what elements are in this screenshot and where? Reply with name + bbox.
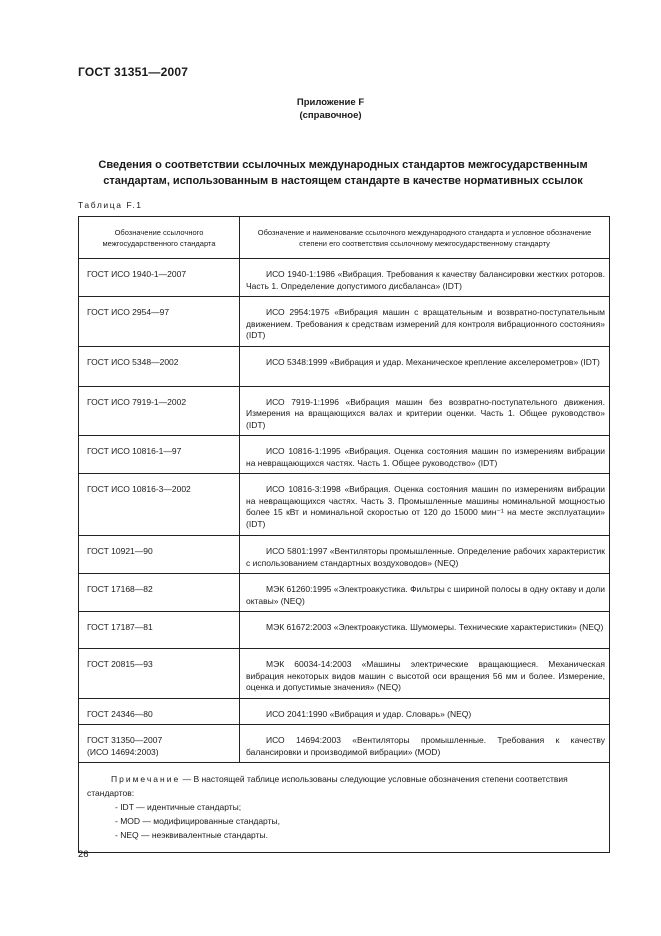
row-description-text: ИСО 5348:1999 «Вибрация и удар. Механическое крепление акселерометров» (IDT) (266, 356, 600, 367)
row-code-line: ГОСТ ИСО 2954—97 (87, 307, 170, 317)
row-description-cell (240, 386, 610, 436)
table-row (79, 698, 610, 725)
table-row (79, 436, 610, 474)
table-row (79, 612, 610, 649)
table-row (79, 536, 610, 574)
appendix-heading (0, 96, 661, 122)
row-description-cell (240, 574, 610, 612)
row-code-line: ГОСТ ИСО 7919-1—2002 (87, 396, 187, 407)
table-row (79, 386, 610, 436)
row-code-cell (79, 436, 240, 474)
row-code-cell (79, 725, 240, 763)
row-code-cell (79, 698, 240, 725)
row-description-cell (240, 259, 610, 297)
note-label: Примечание (111, 774, 181, 784)
row-description-text: ИСО 5801:1997 «Вентиляторы промышленные. Определение рабочих характеристик с использованием стандартных воздуховодов» (NEQ) (246, 546, 605, 568)
row-description-cell (240, 436, 610, 474)
row-description-text: МЭК 61260:1995 «Электроакустика. Фильтры с шириной полосы в одну октаву и доли октавы» (NEQ) (246, 584, 605, 606)
row-code-line: ГОСТ 17168—82 (87, 584, 153, 594)
row-code-line: ГОСТ ИСО 1940-1—2007 (87, 269, 187, 279)
table-header-row (79, 217, 610, 259)
row-code-line: ГОСТ ИСО 10816-1—97 (87, 446, 182, 456)
row-code-line: ГОСТ ИСО 5348—2002 (87, 356, 179, 367)
table-label: Таблица F.1 (78, 200, 143, 210)
note-item: - NEQ — неэквивалентные стандарты. (115, 830, 268, 840)
header-cell-description: Обозначение и наименование ссылочного международного стандарта и условное обозначение степени его соответствия ссылочному межгосударственному стандарту (240, 217, 610, 259)
section-title: Сведения о соответствии ссылочных международных стандартов межгосударственным стандартам, использованным в настоящем стандарте в качестве нормативных ссылок (98, 159, 588, 187)
row-description-text: ИСО 2041:1990 «Вибрация и удар. Словарь» (NEQ) (266, 708, 472, 719)
table-row (79, 574, 610, 612)
note-text: — В настоящей таблице использованы следующие условные обозначения степени соответствия стандартов: (87, 774, 568, 798)
row-code-cell (79, 346, 240, 386)
row-description-cell (240, 297, 610, 347)
table-note-row (79, 763, 610, 853)
row-description-cell (240, 649, 610, 699)
document-header: ГОСТ 31351—2007 (78, 65, 189, 79)
row-description-cell (240, 725, 610, 763)
row-description-text: МЭК 60034-14:2003 «Машины электрические вращающиеся. Механическая вибрация некоторых видов машин с высотой оси вращения 56 мм и более. Измерение, оценка и допустимые значения» (NEQ) (246, 659, 605, 692)
table-row (79, 649, 610, 699)
table-row (79, 259, 610, 297)
note-item: - IDT — идентичные стандарты; (115, 802, 242, 812)
row-code-line: ГОСТ 24346—80 (87, 708, 153, 719)
row-code-line: ГОСТ 20815—93 (87, 659, 153, 669)
table-body (79, 259, 610, 853)
table-row (79, 297, 610, 347)
row-code-line: ГОСТ 17187—81 (87, 622, 153, 632)
row-description-cell (240, 612, 610, 649)
row-code-cell (79, 574, 240, 612)
correspondence-table (78, 216, 610, 853)
table-row (79, 346, 610, 386)
table-row (79, 725, 610, 763)
row-description-cell (240, 474, 610, 536)
row-code-line: ГОСТ 31350—2007 (87, 735, 163, 745)
row-description-text: ИСО 14694:2003 «Вентиляторы промышленные. Требования к качеству балансировки и производимой вибрации» (MOD) (246, 735, 605, 757)
row-description-text: ИСО 1940-1:1986 «Вибрация. Требования к качеству балансировки жестких роторов. Часть 1. Определение допустимого дисбаланса» (IDT) (246, 269, 605, 291)
row-description-text: ИСО 2954:1975 «Вибрация машин с вращательным и возвратно-поступательным движением. Требования к средствам измерений для контроля вибрационного состояния» (IDT) (246, 307, 605, 340)
table-note (79, 763, 610, 853)
row-code-cell (79, 386, 240, 436)
note-heading (87, 772, 603, 800)
row-code-cell (79, 259, 240, 297)
row-code-cell (79, 649, 240, 699)
row-description-cell (240, 536, 610, 574)
row-description-cell (240, 698, 610, 725)
row-code-line: ГОСТ ИСО 10816-3—2002 (87, 484, 191, 494)
table-row (79, 474, 610, 536)
note-item: - MOD — модифицированные стандарты, (115, 816, 280, 826)
page-number: 26 (78, 849, 89, 860)
row-description-text: ИСО 10816-1:1995 «Вибрация. Оценка состояния машин по измерениям вибрации на невращающихся частях. Часть 1. Общее руководство» (IDT) (246, 446, 605, 468)
header-cell-code: Обозначение ссылочного межгосударственного стандарта (79, 217, 240, 259)
row-code-cell (79, 536, 240, 574)
row-code-cell (79, 297, 240, 347)
row-code-line: ГОСТ 10921—90 (87, 546, 153, 556)
row-code-line: (ИСО 14694:2003) (87, 746, 159, 757)
row-description-text: МЭК 61672:2003 «Электроакустика. Шумомеры. Технические характеристики» (NEQ) (266, 622, 604, 632)
row-description-cell (240, 346, 610, 386)
row-code-cell (79, 474, 240, 536)
row-code-cell (79, 612, 240, 649)
appendix-kind: (справочное) (299, 110, 362, 121)
row-description-text: ИСО 7919-1:1996 «Вибрация машин без возвратно-поступательного движения. Измерения на вращающихся валах и критерии оценки. Часть 1. Общее руководство» (IDT) (246, 396, 605, 430)
appendix-name: Приложение F (296, 97, 365, 108)
row-description-text: ИСО 10816-3:1998 «Вибрация. Оценка состояния машин по измерениям вибрации на невращающихся частях. Часть 3. Промышленные машины номинальной мощностью более 15 кВт и номинальной скоростью от 120 до 15000 мин⁻¹ на месте эксплуатации» (IDT) (246, 484, 605, 529)
